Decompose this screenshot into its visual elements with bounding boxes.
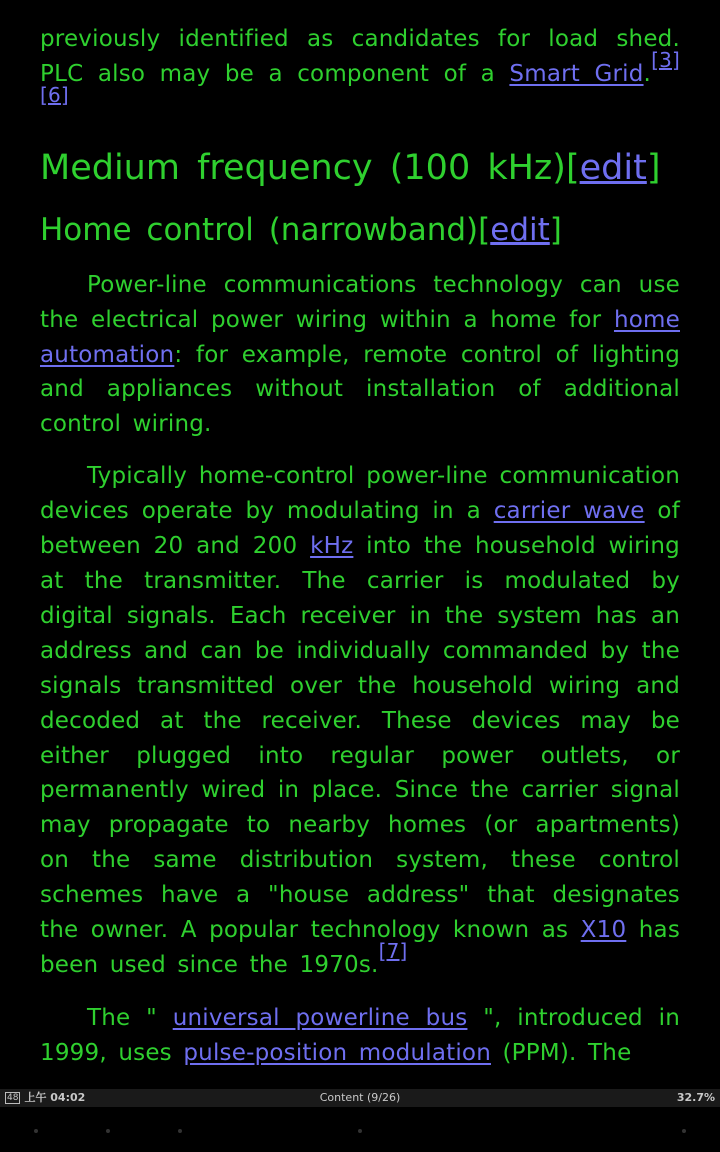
edit-bracket-open: [ bbox=[478, 211, 491, 248]
link-universal-powerline-bus[interactable]: universal powerline bus bbox=[172, 1004, 468, 1031]
edit-bracket-close: ] bbox=[549, 211, 562, 248]
paragraph-text: into the household wiring at the transmitter. The carrier is modulated by digital signals. Each receiver in the system has an address and can be individually commanded by the signals transmitted over the household wiring and decoded at the receiver. These devices may be either plugged into regular power outlets, or permanently wired in place. Since the carrier signal may propagate to nearby homes (or apartments) on the same distribution system, these control schemes have a "house address" that designates the owner. A popular technology known as bbox=[40, 533, 680, 944]
nav-dot-icon bbox=[34, 1129, 38, 1133]
paragraph-smart-grid bbox=[40, 22, 680, 127]
link-home-automation[interactable]: home automation bbox=[40, 306, 680, 368]
nav-dot-icon bbox=[106, 1129, 110, 1133]
reader-status-bar bbox=[0, 1089, 720, 1107]
battery-icon: 48 bbox=[7, 1093, 19, 1103]
link-pulse-position-modulation[interactable]: pulse-position modulation bbox=[183, 1039, 491, 1066]
paragraph-text: : for example, remote control of lighting and appliances without installation of additional control wiring. bbox=[40, 341, 680, 438]
edit-bracket-close: ] bbox=[646, 147, 661, 188]
heading-text: Medium frequency (100 kHz) bbox=[40, 147, 566, 188]
edit-link-home-control[interactable]: edit bbox=[490, 211, 550, 248]
heading-medium-frequency bbox=[40, 148, 680, 188]
paragraph-text: Typically home-control power-line communication devices operate by modulating in a bbox=[40, 463, 680, 525]
paragraph-text: The " bbox=[87, 1004, 173, 1031]
edit-link-medium-frequency[interactable]: edit bbox=[579, 147, 647, 188]
edit-bracket-open: [ bbox=[565, 147, 580, 188]
nav-dot-icon bbox=[682, 1129, 686, 1133]
paragraph-upb bbox=[40, 1001, 680, 1071]
paragraph-text: previously identified as candidates for load shed. PLC also may be a component of a bbox=[40, 26, 680, 87]
chapter-indicator[interactable]: Content (9/26) bbox=[319, 1091, 401, 1104]
link-x10[interactable]: X10 bbox=[580, 917, 627, 944]
navigation-bar bbox=[0, 1107, 720, 1152]
citation-6[interactable]: [6] bbox=[40, 82, 69, 107]
paragraph-text: ", introduced in 1999, uses bbox=[40, 1004, 680, 1066]
reader-content bbox=[40, 22, 680, 1071]
paragraph-text: . bbox=[643, 60, 652, 87]
paragraph-text: of between 20 and 200 bbox=[40, 498, 680, 560]
nav-dot-icon bbox=[178, 1129, 182, 1133]
heading-text: Home control (narrowband) bbox=[40, 211, 479, 248]
paragraph-text: has been used since the 1970s. bbox=[40, 917, 681, 978]
clock: 上午 04:02 bbox=[24, 1091, 86, 1104]
paragraph-home-automation bbox=[40, 268, 680, 443]
paragraph-carrier-wave bbox=[40, 459, 680, 983]
nav-dot-icon bbox=[358, 1129, 362, 1133]
link-khz[interactable]: kHz bbox=[310, 533, 354, 560]
paragraph-text: Power-line communications technology can use the electrical power wiring within a home for bbox=[40, 271, 680, 333]
link-smart-grid[interactable]: Smart Grid bbox=[509, 60, 644, 87]
heading-home-control bbox=[40, 212, 680, 248]
citation-7[interactable]: [7] bbox=[378, 938, 408, 963]
link-carrier-wave[interactable]: carrier wave bbox=[493, 498, 645, 525]
reading-progress: 32.7% bbox=[676, 1091, 715, 1104]
paragraph-text: (PPM). The bbox=[490, 1039, 632, 1066]
citation-3[interactable]: [3] bbox=[651, 47, 680, 72]
